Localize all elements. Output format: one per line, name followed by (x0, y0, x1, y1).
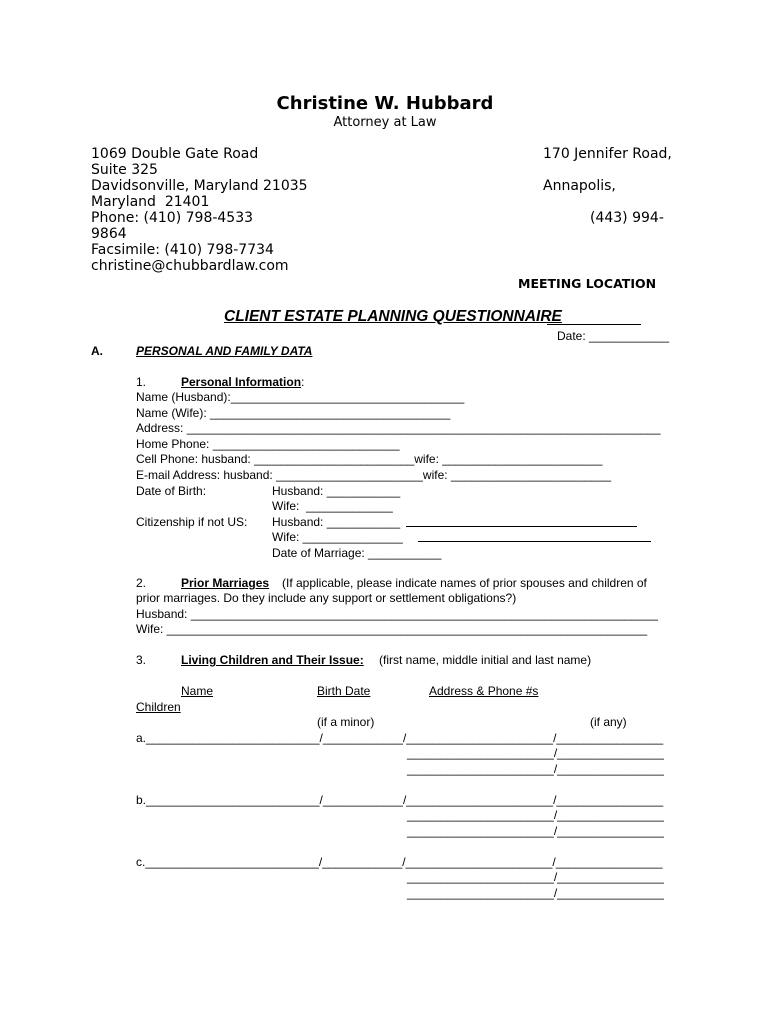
child-row-c-continuation[interactable]: ______________________/________________ (407, 870, 664, 884)
personal-info-heading: Personal Information: (181, 375, 305, 389)
citizenship-husband-field[interactable]: Husband: ___________ (272, 515, 401, 529)
address-field[interactable]: Address: _______________________________________________________________________ (136, 421, 661, 435)
address-line: Maryland 21401 (91, 194, 210, 210)
citizenship-wife-extra-line (418, 541, 651, 542)
column-header-children: Children (136, 700, 181, 714)
address-line: Davidsonville, Maryland 21035 (91, 178, 308, 194)
marriage-date-field[interactable]: Date of Marriage: ___________ (272, 546, 442, 560)
address-line: 1069 Double Gate Road (91, 146, 259, 162)
date-field[interactable]: Date: ____________ (557, 329, 670, 343)
item-number: 2. (136, 576, 147, 590)
child-row-c-continuation[interactable]: ______________________/________________ (407, 886, 664, 900)
attorney-title: Attorney at Law (333, 115, 437, 130)
citizenship-wife-field[interactable]: Wife: _______________ (272, 530, 403, 544)
wife-name-field[interactable]: Name (Wife): ____________________________________ (136, 406, 451, 420)
item-number: 3. (136, 653, 147, 667)
prior-husband-field[interactable]: Husband: ______________________________________________________________________ (136, 607, 658, 621)
column-header-birth: Birth Date (317, 684, 371, 698)
fax-line: Facsimile: (410) 798-7734 (91, 242, 274, 258)
dob-wife-field[interactable]: Wife: _____________ (272, 499, 393, 513)
attorney-name: Christine W. Hubbard (276, 93, 494, 114)
meeting-location-label: MEETING LOCATION (518, 276, 657, 291)
phone-line: (443) 994- (590, 210, 664, 226)
section-heading: PERSONAL AND FAMILY DATA (136, 344, 313, 358)
address-line: Annapolis, (543, 178, 616, 194)
child-row-b-continuation[interactable]: ______________________/________________ (407, 808, 664, 822)
prior-marriages-text: (If applicable, please indicate names of prior spouses and children of (282, 576, 647, 590)
dob-label: Date of Birth: (136, 484, 207, 498)
column-note-any: (if any) (590, 715, 627, 729)
email-line: christine@chubbardlaw.com (91, 258, 289, 274)
phone-line: 9864 (91, 226, 127, 242)
cell-phone-field[interactable]: Cell Phone: husband: ________________________wife: ________________________ (136, 452, 603, 466)
home-phone-field[interactable]: Home Phone: ____________________________ (136, 437, 400, 451)
citizenship-husband-extra-line (406, 526, 637, 527)
column-header-address: Address & Phone #s (429, 684, 539, 698)
child-row-b[interactable]: b.__________________________/____________/______________________/________________ (136, 793, 664, 807)
husband-name-field[interactable]: Name (Husband):___________________________________ (136, 390, 465, 404)
prior-marriages-heading: Prior Marriages (181, 576, 270, 590)
prior-marriages-text: prior marriages. Do they include any support or settlement obligations?) (136, 591, 517, 605)
child-row-b-continuation[interactable]: ______________________/________________ (407, 824, 664, 838)
address-line: 170 Jennifer Road, (543, 146, 672, 162)
citizenship-label: Citizenship if not US: (136, 515, 248, 529)
children-heading: Living Children and Their Issue: (181, 653, 364, 667)
email-field[interactable]: E-mail Address: husband: ______________________wife: ________________________ (136, 468, 612, 482)
item-number: 1. (136, 375, 147, 389)
children-note: (first name, middle initial and last name) (379, 653, 592, 667)
column-note-minor: (if a minor) (317, 715, 375, 729)
title-underline (547, 324, 641, 325)
phone-line: Phone: (410) 798-4533 (91, 210, 254, 226)
form-title: CLIENT ESTATE PLANNING QUESTIONNAIRE (224, 308, 562, 325)
child-row-a[interactable]: a.__________________________/____________/______________________/________________ (136, 731, 664, 745)
column-header-name: Name (181, 684, 214, 698)
prior-wife-field[interactable]: Wife: ________________________________________________________________________ (136, 622, 648, 636)
address-line: Suite 325 (91, 162, 158, 178)
section-letter: A. (91, 344, 103, 358)
child-row-a-continuation[interactable]: ______________________/________________ (407, 746, 664, 760)
child-row-a-continuation[interactable]: ______________________/________________ (407, 762, 664, 776)
dob-husband-field[interactable]: Husband: ___________ (272, 484, 401, 498)
child-row-c[interactable]: c.__________________________/____________/______________________/________________ (136, 855, 663, 869)
